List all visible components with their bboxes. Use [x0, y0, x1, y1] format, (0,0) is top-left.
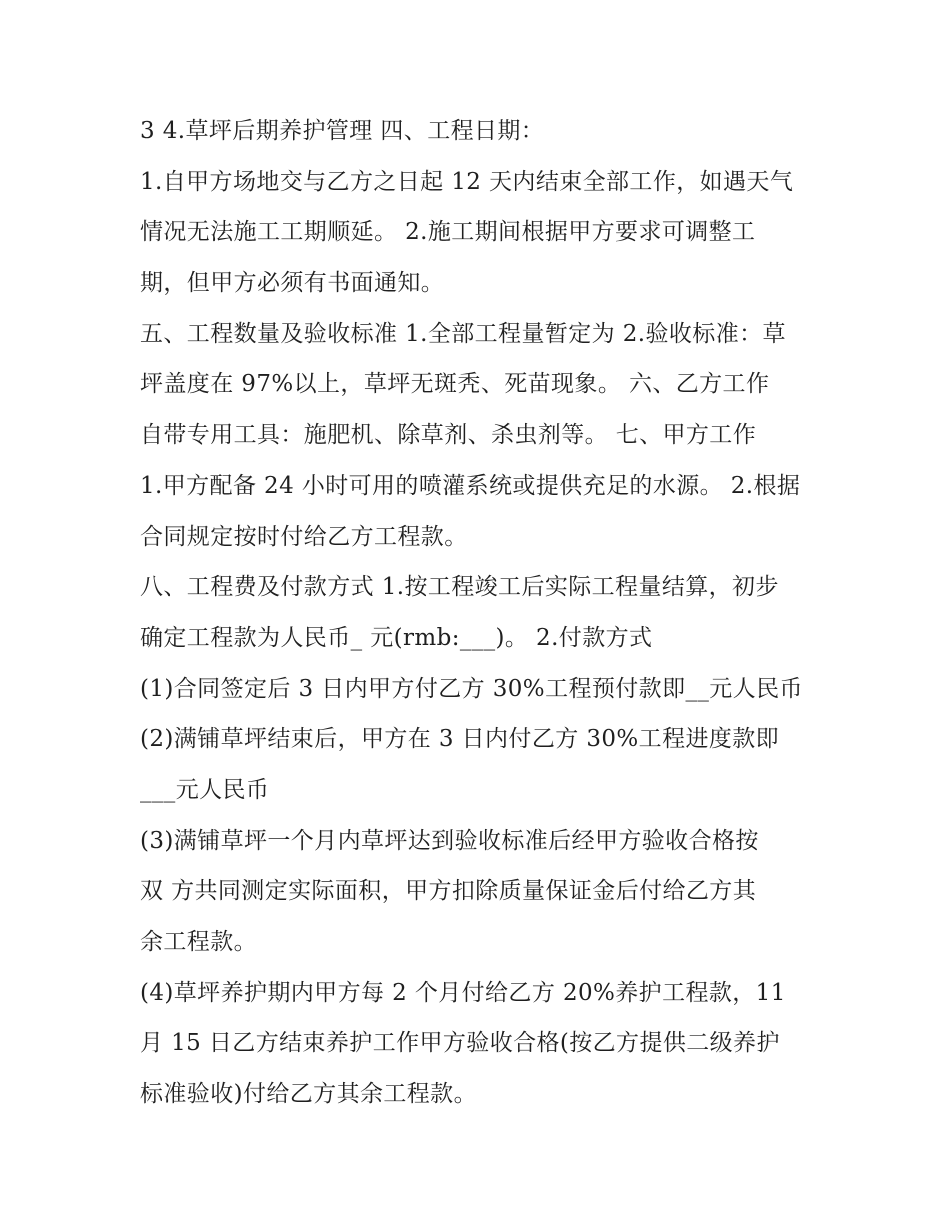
document-body — [140, 113, 820, 1127]
text-line: 1.甲方配备 24 小时可用的喷灌系统或提供充足的水源。 2.根据 — [140, 472, 801, 499]
text-line: (2)满铺草坪结束后，甲方在 3 日内付乙方 30%工程进度款即 — [140, 726, 780, 753]
text-line: (4)草坪养护期内甲方每 2 个月付给乙方 20%养护工程款，11 — [140, 979, 786, 1006]
text-line: 双 方共同测定实际面积，甲方扣除质量保证金后付给乙方其 — [140, 878, 757, 905]
text-line: 情况无法施工工期顺延。 2.施工期间根据甲方要求可调整工 — [140, 219, 756, 246]
text-line: 标准验收)付给乙方其余工程款。 — [140, 1081, 477, 1108]
text-line: ___元人民币 — [140, 776, 270, 803]
text-line: 1.自甲方场地交与乙方之日起 12 天内结束全部工作，如遇天气 — [140, 168, 794, 195]
text-line: 八、工程费及付款方式 1.按工程竣工后实际工程量结算，初步 — [140, 574, 779, 601]
text-line: 自带专用工具：施肥机、除草剂、杀虫剂等。 七、甲方工作 — [140, 422, 757, 449]
text-line: 五、工程数量及验收标准 1.全部工程量暂定为 2.验收标准：草 — [140, 320, 786, 347]
text-line: 合同规定按时付给乙方工程款。 — [140, 523, 468, 550]
text-line: (3)满铺草坪一个月内草坪达到验收标准后经甲方验收合格按 — [140, 827, 759, 854]
text-line: 3 4.草坪后期养护管理 四、工程日期： — [140, 118, 545, 144]
text-line: 月 15 日乙方结束养护工作甲方验收合格(按乙方提供二级养护 — [140, 1030, 780, 1057]
text-line: 余工程款。 — [140, 929, 257, 955]
text-line: 坪盖度在 97%以上，草坪无斑秃、死苗现象。 六、乙方工作 — [140, 371, 770, 398]
text-line: 期，但甲方必须有书面通知。 — [140, 270, 445, 297]
text-line: (1)合同签定后 3 日内甲方付乙方 30%工程预付款即__元人民币 — [140, 675, 803, 702]
text-line: 确定工程款为人民币_ 元(rmb:___)。 2.付款方式 — [140, 624, 653, 651]
